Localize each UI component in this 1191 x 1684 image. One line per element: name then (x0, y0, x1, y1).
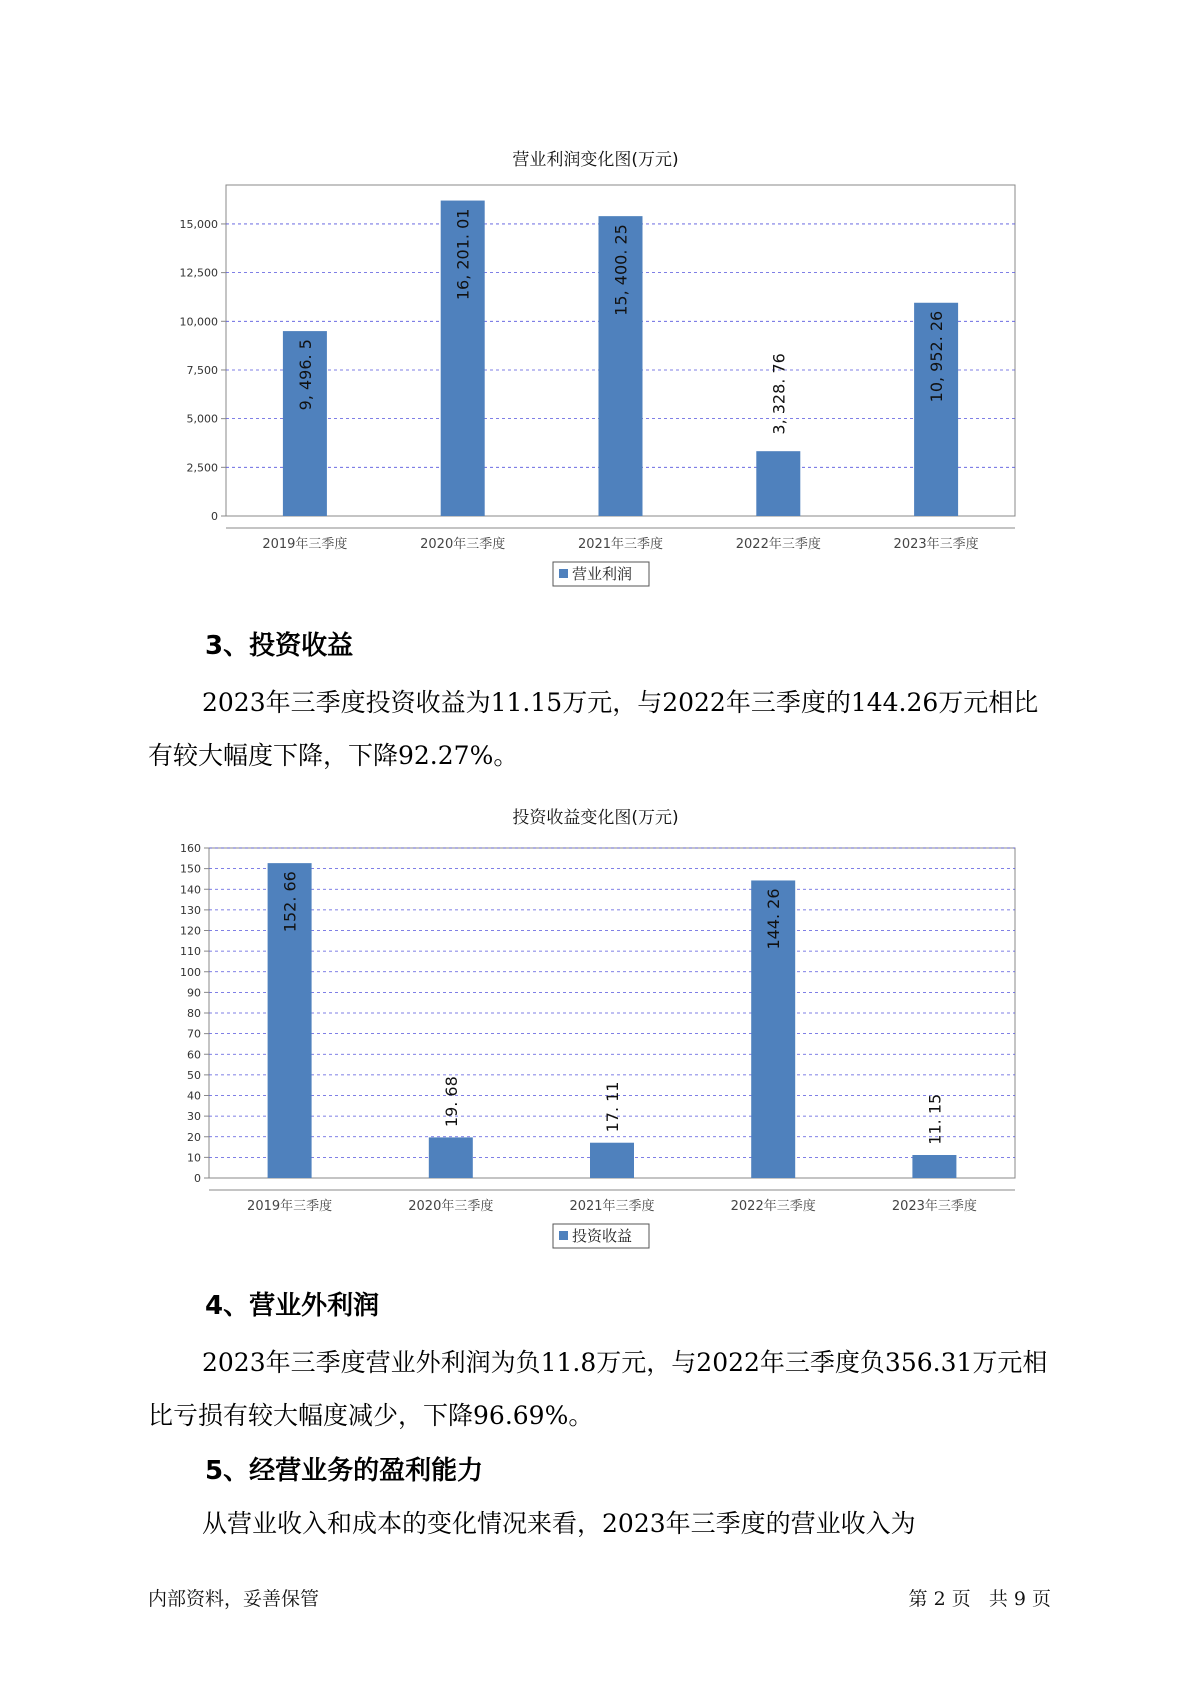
data-label: 19. 68 (441, 1076, 461, 1128)
bar (590, 1143, 634, 1178)
x-tick-label: 2022年三季度 (730, 1199, 816, 1214)
bar (912, 1155, 956, 1178)
y-tick-label: 12,500 (179, 266, 218, 280)
section-4-heading: 4、营业外利润 (205, 1291, 380, 1321)
y-tick-label: 10 (187, 1151, 201, 1165)
y-tick-label: 2,500 (186, 461, 218, 475)
y-tick-label: 70 (187, 1027, 201, 1041)
data-label: 11. 15 (925, 1093, 945, 1145)
y-tick-label: 20 (187, 1130, 201, 1144)
data-label: 144. 26 (764, 888, 784, 950)
legend-swatch (559, 1231, 568, 1240)
data-label: 9, 496. 5 (295, 339, 315, 411)
data-label: 3, 328. 76 (769, 353, 789, 435)
data-label: 10, 952. 26 (927, 310, 947, 403)
y-tick-label: 0 (211, 510, 218, 523)
x-tick-label: 2023年三季度 (893, 537, 979, 552)
section-3-text: 2023年三季度投资收益为11.15万元，与2022年三季度的144.26万元相比有较大幅度下降，下降92.27%。 (148, 688, 1039, 770)
y-tick-label: 30 (187, 1110, 201, 1124)
section-4-text: 2023年三季度营业外利润为负11.8万元，与2022年三季度负356.31万元相比亏损有较大幅度减少，下降96.69%。 (148, 1348, 1048, 1430)
x-tick-label: 2022年三季度 (735, 537, 821, 552)
bar (429, 1137, 473, 1178)
x-tick-label: 2021年三季度 (569, 1199, 655, 1214)
y-tick-label: 7,500 (186, 363, 218, 377)
y-tick-label: 100 (180, 965, 201, 979)
footer-page-number: 第 2 页 共 9 页 (908, 1588, 1051, 1610)
data-label: 15, 400. 25 (611, 224, 631, 316)
y-tick-label: 60 (187, 1048, 201, 1062)
y-tick-label: 90 (187, 986, 201, 1000)
section-5-text: 从营业收入和成本的变化情况来看，2023年三季度的营业收入为 (202, 1509, 916, 1538)
y-tick-label: 40 (187, 1089, 201, 1103)
data-label: 17. 11 (603, 1081, 622, 1133)
data-label: 152. 66 (280, 871, 300, 933)
chart2-title: 投资收益变化图(万元) (512, 808, 679, 828)
section-5-paragraph (148, 1497, 1058, 1550)
legend-label: 营业利润 (572, 565, 633, 583)
y-tick-label: 5,000 (186, 412, 218, 426)
y-tick-label: 10,000 (179, 315, 218, 329)
y-tick-label: 15,000 (179, 217, 218, 231)
y-tick-label: 110 (180, 945, 201, 959)
x-tick-label: 2023年三季度 (891, 1199, 977, 1214)
legend (553, 1224, 649, 1248)
y-tick-label: 130 (180, 903, 201, 917)
y-tick-label: 50 (187, 1068, 201, 1082)
section-5-heading: 5、经营业务的盈利能力 (205, 1456, 484, 1486)
y-tick-label: 80 (187, 1007, 201, 1020)
y-tick-label: 150 (180, 862, 201, 876)
x-tick-label: 2020年三季度 (408, 1199, 494, 1214)
x-tick-label: 2019年三季度 (247, 1199, 333, 1214)
y-tick-label: 120 (180, 924, 201, 938)
legend-label: 投资收益 (572, 1227, 633, 1245)
section-4-paragraph (148, 1336, 1058, 1442)
x-tick-label: 2021年三季度 (577, 537, 664, 552)
x-tick-label: 2019年三季度 (262, 537, 348, 552)
chart1-title: 营业利润变化图(万元) (512, 150, 679, 170)
footer-left: 内部资料，妥善保管 (148, 1588, 320, 1610)
section-3-heading: 3、投资收益 (205, 631, 354, 661)
x-tick-label: 2020年三季度 (420, 537, 506, 552)
y-tick-label: 140 (180, 883, 201, 897)
y-tick-label: 0 (194, 1172, 201, 1185)
data-label: 16, 201. 01 (453, 208, 473, 301)
y-tick-label: 160 (180, 842, 201, 855)
